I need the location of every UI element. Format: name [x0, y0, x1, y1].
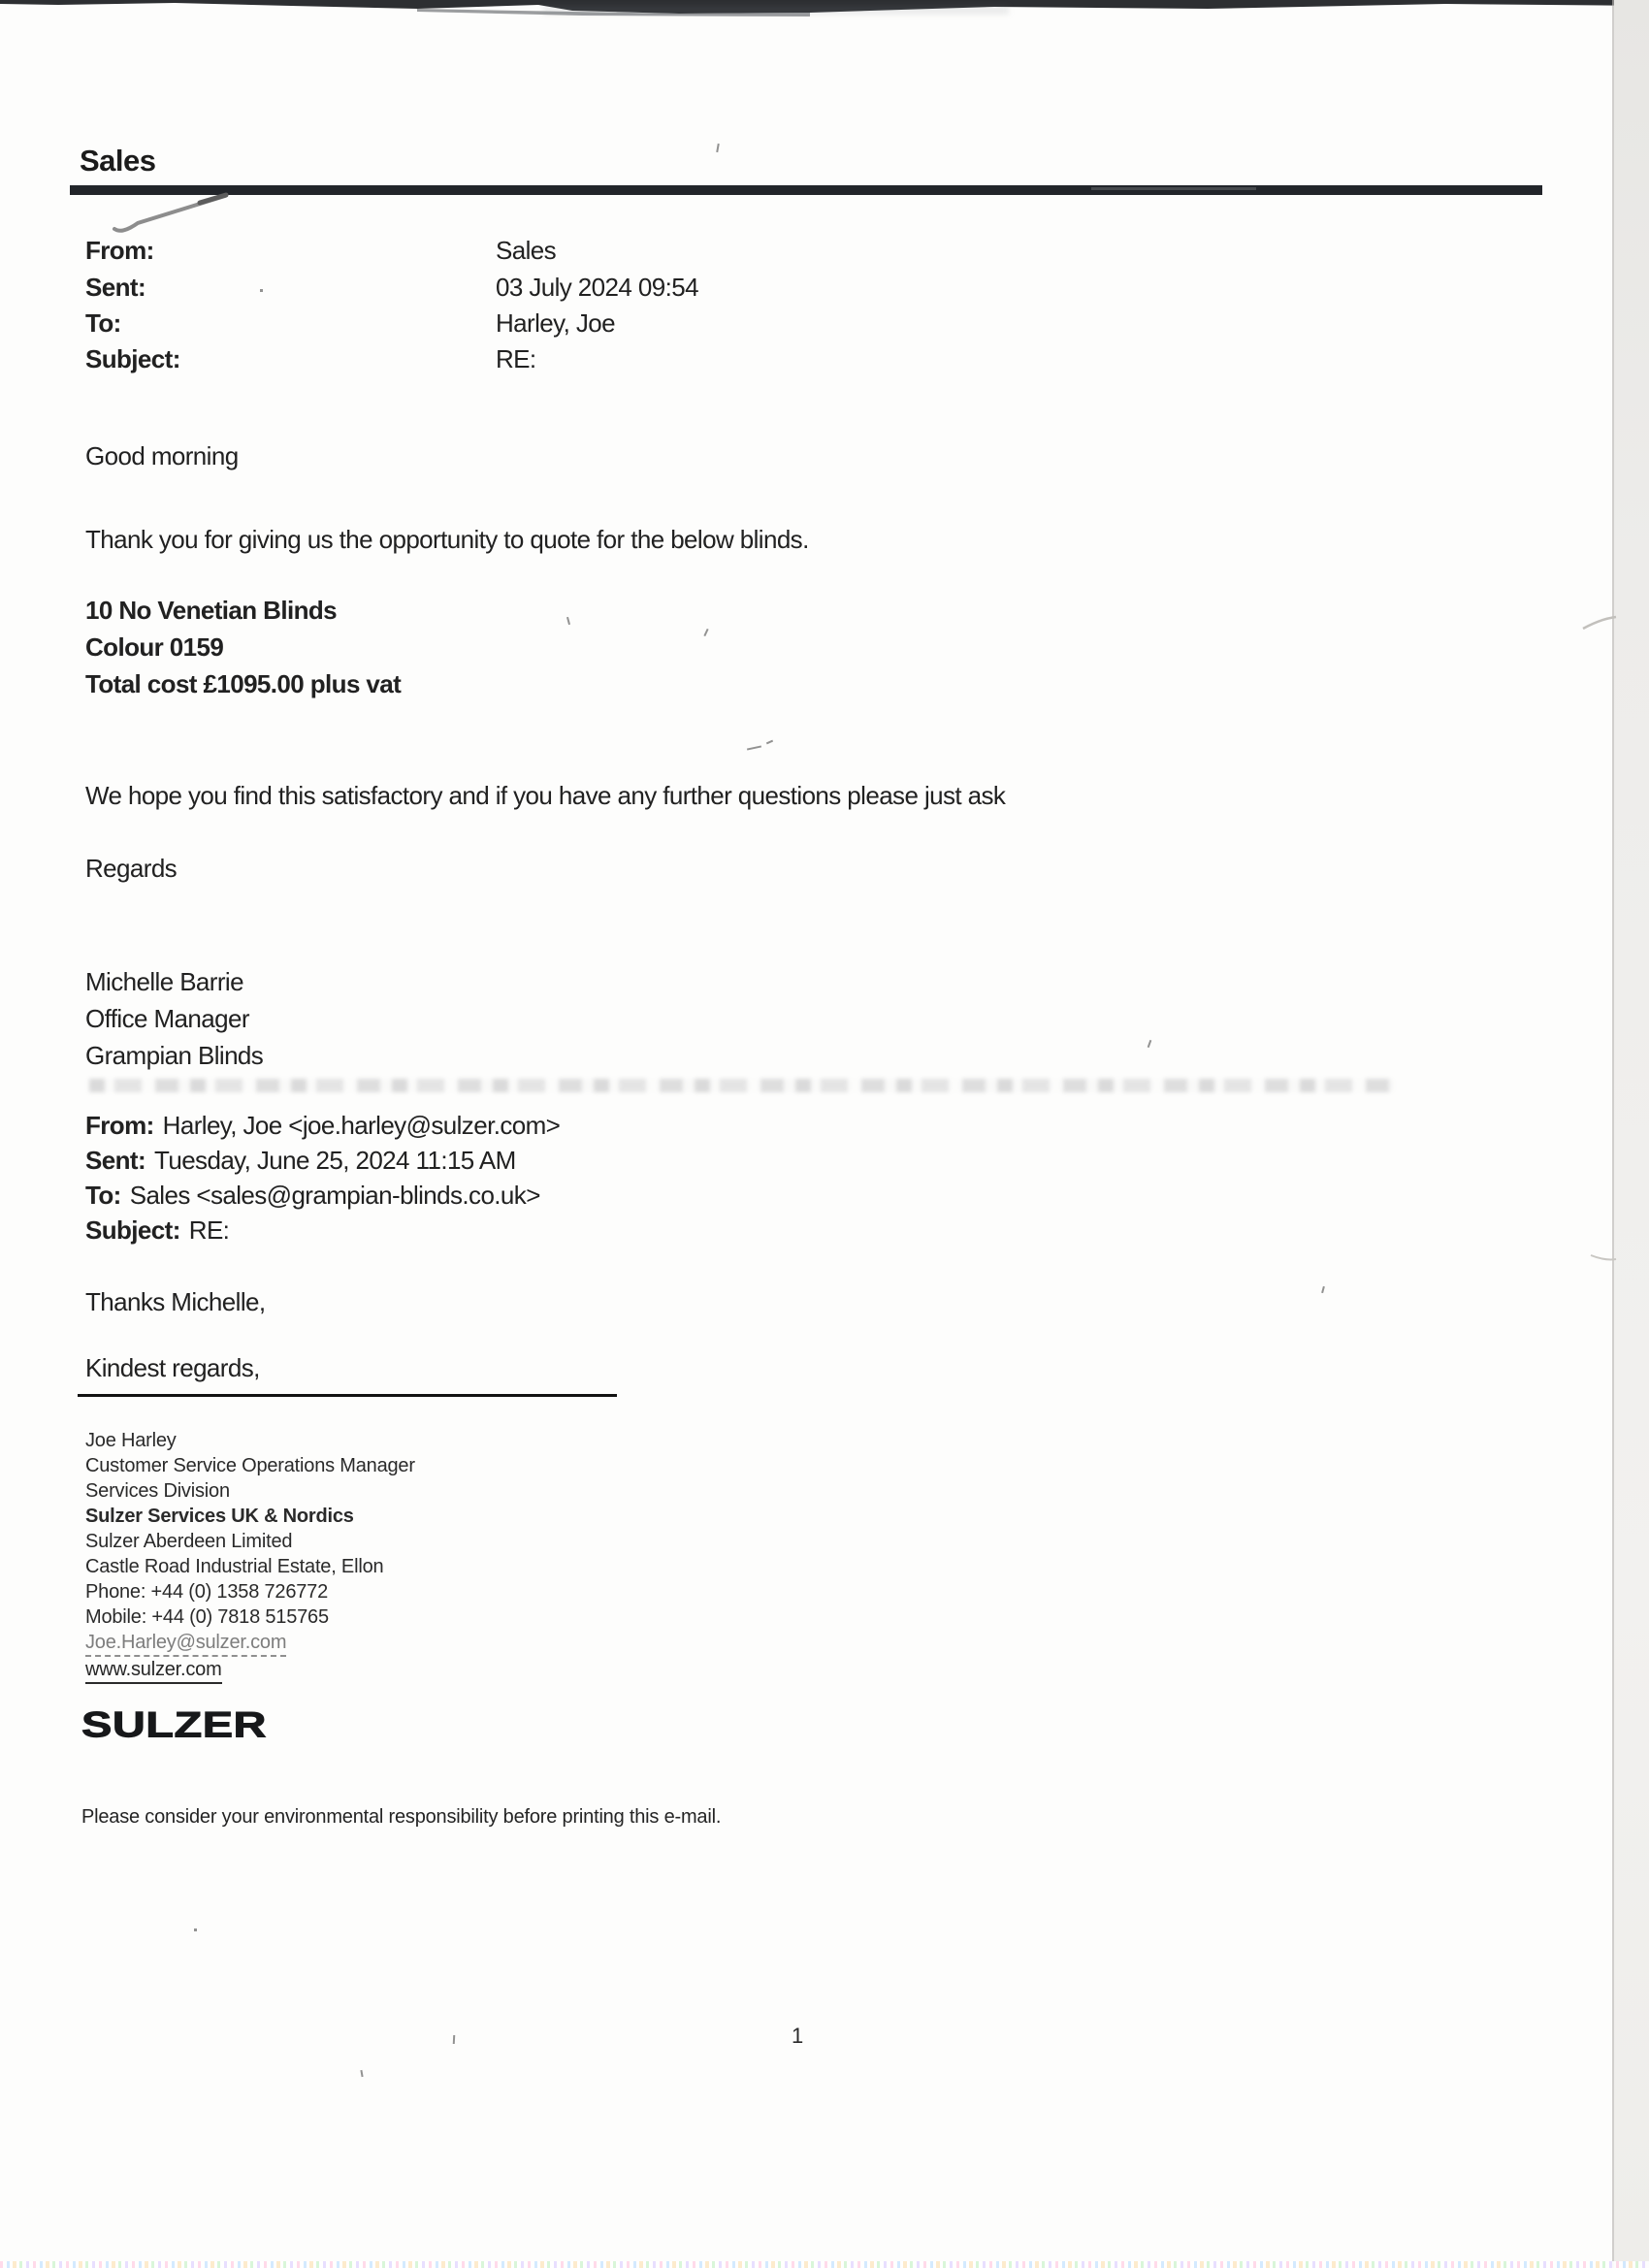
- scan-speck: [716, 144, 720, 152]
- signature-separator: [78, 1394, 617, 1397]
- signature-division: Services Division: [85, 1480, 230, 1502]
- quote-line-total-cost: Total cost £1095.00 plus vat: [85, 669, 402, 698]
- quoted-signoff-text: Kindest regards,: [85, 1353, 260, 1382]
- environmental-footer-note: Please consider your environmental responsibility before printing this e-mail.: [81, 1806, 722, 1828]
- scan-speck: [1148, 1040, 1152, 1048]
- signature-website-link: www.sulzer.com: [85, 1659, 222, 1684]
- scan-speck: [1321, 1286, 1325, 1293]
- page-number: 1: [792, 2024, 803, 2048]
- header-field-value-from: Sales: [496, 236, 557, 265]
- header-rule-scan-fade: [1091, 187, 1256, 190]
- header-field-value-sent: 03 July 2024 09:54: [496, 273, 698, 302]
- show-through-ghost-text: [89, 1079, 1394, 1092]
- signature-email-link: Joe.Harley@sulzer.com: [85, 1632, 286, 1657]
- quoted-field-label-sent: Sent:: [85, 1146, 146, 1175]
- quoted-thanks-text: Thanks Michelle,: [85, 1287, 266, 1316]
- signature-role: Customer Service Operations Manager: [85, 1455, 415, 1476]
- scan-bottom-noise-strip: [0, 2261, 1649, 2268]
- quoted-field-value-subject: RE:: [188, 1215, 230, 1245]
- intro-text: Thank you for giving us the opportunity to quote for the below blinds.: [85, 525, 809, 554]
- scan-speck: [747, 745, 761, 750]
- quoted-field-row-from: [85, 1111, 560, 1141]
- header-field-value-subject: RE:: [496, 344, 536, 373]
- sender-company: Grampian Blinds: [85, 1041, 264, 1070]
- header-rule: [70, 185, 1542, 195]
- sulzer-logo: SULZER: [81, 1703, 267, 1745]
- signoff-text: Regards: [85, 854, 178, 883]
- quoted-field-label-to: To:: [85, 1181, 121, 1210]
- quoted-field-value-to: Sales <sales@grampian-blinds.co.uk>: [129, 1181, 540, 1210]
- sender-role: Office Manager: [85, 1004, 249, 1033]
- quoted-field-value-sent: Tuesday, June 25, 2024 11:15 AM: [154, 1146, 516, 1175]
- quoted-field-value-from: Harley, Joe <joe.harley@sulzer.com>: [162, 1111, 561, 1140]
- scan-speck: [194, 1928, 197, 1931]
- signature-company: Sulzer Services UK & Nordics: [85, 1506, 354, 1527]
- pen-scribble: [97, 184, 252, 243]
- sender-name: Michelle Barrie: [85, 967, 243, 996]
- quoted-field-label-from: From:: [85, 1111, 154, 1140]
- signature-address: Castle Road Industrial Estate, Ellon: [85, 1556, 384, 1577]
- quote-line-colour: Colour 0159: [85, 632, 224, 662]
- signature-phone: Phone: +44 (0) 1358 726772: [85, 1581, 329, 1603]
- header-field-label-sent: Sent:: [85, 273, 146, 302]
- header-field-label-subject: Subject:: [85, 344, 180, 373]
- scan-smudge: [543, 6, 1009, 15]
- quoted-field-row-to: [85, 1181, 540, 1211]
- scan-speck: [566, 617, 570, 625]
- closing-line-text: We hope you find this satisfactory and if you have any further questions please just ask: [85, 781, 1006, 810]
- quoted-field-row-sent: [85, 1146, 516, 1176]
- scan-speck: [766, 740, 773, 745]
- scan-speck: [703, 629, 708, 636]
- header-field-value-to: Harley, Joe: [496, 308, 615, 338]
- header-field-label-to: To:: [85, 308, 121, 338]
- signature-company-legal: Sulzer Aberdeen Limited: [85, 1531, 293, 1552]
- greeting-text: Good morning: [85, 441, 239, 470]
- signature-name: Joe Harley: [85, 1430, 177, 1451]
- quoted-field-row-subject: [85, 1215, 229, 1246]
- signature-mobile: Mobile: +44 (0) 7818 515765: [85, 1606, 329, 1628]
- scan-speck: [453, 2035, 455, 2044]
- quote-line-quantity: 10 No Venetian Blinds: [85, 596, 338, 625]
- scan-speck: [260, 289, 263, 292]
- scan-speck: [360, 2070, 363, 2077]
- header-field-label-from: From:: [85, 236, 154, 265]
- page-edge-curl-marks: [1552, 582, 1649, 1280]
- quoted-field-label-subject: Subject:: [85, 1215, 180, 1245]
- page-title: Sales: [80, 144, 156, 178]
